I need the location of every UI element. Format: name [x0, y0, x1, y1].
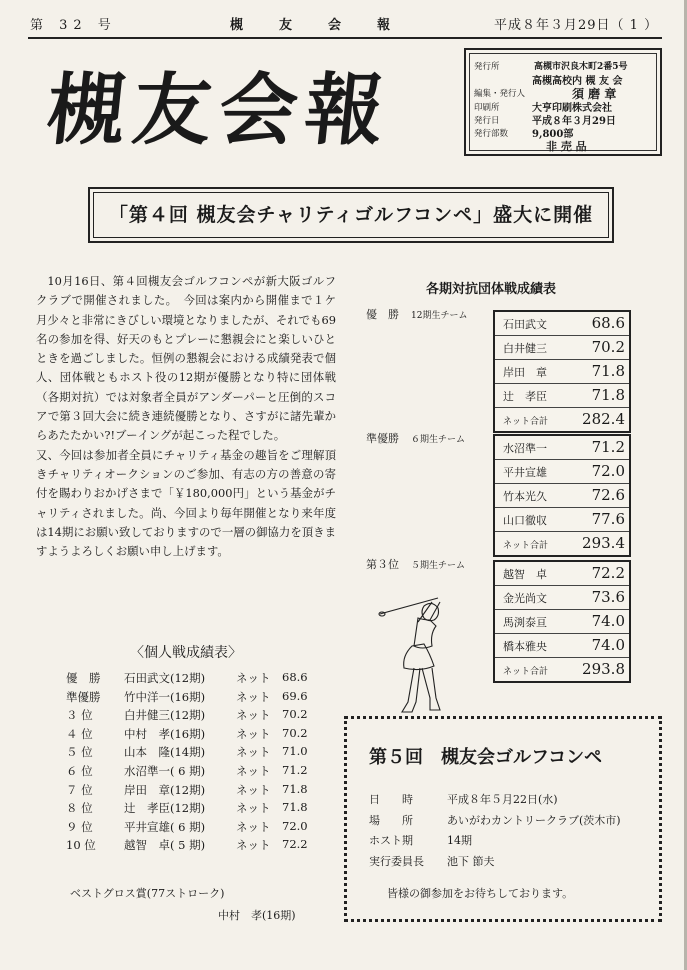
next-key: 場 所 [369, 814, 413, 827]
net-total: 293.8 [582, 660, 625, 678]
individual-name: 辻 孝臣(12期) [124, 801, 206, 816]
team-member-row [495, 436, 629, 460]
member-score: 72.0 [591, 462, 625, 480]
page-header [0, 10, 687, 34]
info-value: 須 磨 章 [572, 87, 617, 101]
team-table [493, 560, 631, 683]
individual-net: ネット [236, 782, 271, 797]
member-score: 72.6 [591, 486, 625, 504]
next-value: 池下 節夫 [447, 855, 495, 868]
info-value: 非 売 品 [546, 140, 587, 153]
issue-number: 第 32 号 [30, 18, 117, 33]
team-member-row [495, 312, 629, 336]
individual-rank: ８ 位 [66, 801, 93, 816]
member-score: 71.2 [591, 438, 625, 456]
team-place: 優 勝 [366, 308, 399, 321]
individual-rank: 10 位 [66, 838, 96, 853]
individual-rank: ９ 位 [66, 819, 93, 834]
member-score: 74.0 [591, 636, 625, 654]
team-member-row [495, 384, 629, 408]
individual-rank: ６ 位 [66, 764, 93, 778]
team-name: ６期生チーム [411, 435, 466, 445]
net-total: 293.4 [582, 534, 625, 552]
member-name: 水沼準一 [503, 442, 547, 455]
article-body [36, 272, 336, 561]
team-member-row [495, 610, 629, 634]
member-score: 71.8 [591, 362, 625, 380]
info-value: 大亨印刷株式会社 [532, 103, 612, 114]
team-member-row [495, 336, 629, 360]
info-value: 9,800部 [532, 129, 574, 140]
individual-rank: 優 勝 [66, 671, 101, 685]
individual-name: 岸田 章(12期) [124, 782, 206, 797]
member-name: 石田武文 [503, 318, 547, 331]
info-label: 発行部数 [474, 129, 509, 139]
headline: 「第４回 槻友会チャリティゴルフコンペ」盛大に開催 [108, 204, 594, 226]
individual-score: 68.6 [282, 670, 308, 684]
article-paragraph: 又、今回は参加者全員にチャリティ基金の趣旨をご理解頂きチャリティオークションのご参加、有志の方の善意の寄付を賜わりおかげさまで「￥180,000円」という基金がチャリティされました。尚、今回より毎年開催となり来年度は14期にお願い致しておりますので一層の御協力を頂きますようよろしくお願い申し上げます。 [36, 447, 336, 559]
info-label: 印刷所 [474, 103, 500, 113]
next-value: あいがわカントリークラブ(茨木市) [447, 814, 621, 827]
individual-name: 平井宣雄( 6 期) [124, 819, 206, 834]
team-member-row [495, 484, 629, 508]
team-name: 12期生チーム [411, 311, 468, 321]
team-table [493, 310, 631, 433]
individual-name: 竹中洋一(16期) [124, 689, 206, 704]
individual-name: 水沼準一( 6 期) [124, 764, 206, 778]
member-name: 橋本雅央 [503, 640, 547, 653]
team-member-row [495, 508, 629, 532]
individual-net: ネット [236, 764, 271, 778]
member-name: 竹本光久 [503, 490, 547, 503]
paper-name: 槻友会報 [230, 18, 427, 33]
individual-rank: ３ 位 [66, 708, 93, 723]
next-footer: 皆様の御参加をお待ちしております。 [387, 887, 574, 900]
info-value: 高槻市沢良木町2番5号 [534, 62, 628, 72]
team-total-row [495, 532, 629, 555]
team-place-label [366, 430, 465, 446]
net-total-label: ネット合計 [503, 541, 549, 551]
team-member-row [495, 586, 629, 610]
individual-net: ネット [236, 838, 271, 853]
next-competition-box [344, 716, 662, 922]
next-key: 日 時 [369, 793, 413, 806]
team-results-title: 各期対抗団体戦成績表 [426, 282, 557, 297]
member-name: 辻 孝臣 [503, 390, 547, 403]
info-label: 発行日 [474, 116, 500, 126]
member-score: 70.2 [591, 338, 625, 356]
best-gross-label: ベストグロス賞(77ストローク) [70, 887, 225, 900]
masthead-title: 槻友会報 [42, 65, 397, 156]
info-label: 編集・発行人 [474, 89, 526, 99]
individual-rank: ４ 位 [66, 726, 93, 741]
individual-net: ネット [236, 689, 271, 704]
individual-net: ネット [236, 745, 271, 760]
info-value: 高槻高校内 槻 友 会 [532, 76, 623, 87]
publisher-info-box [464, 48, 662, 156]
golfer-illustration-icon [378, 592, 458, 722]
info-value: 平成８年３月29日 [532, 116, 616, 127]
individual-name: 山本 隆(14期) [124, 745, 206, 760]
net-total: 282.4 [582, 410, 625, 428]
individual-net: ネット [236, 708, 271, 723]
member-name: 山口徹収 [503, 514, 547, 527]
individual-net: ネット [236, 819, 271, 834]
member-score: 74.0 [591, 612, 625, 630]
team-table [493, 434, 631, 557]
member-name: 岸田 章 [503, 366, 547, 379]
next-value: 14期 [447, 834, 472, 847]
team-total-row [495, 658, 629, 681]
individual-score: 69.6 [282, 688, 308, 703]
team-member-row [495, 460, 629, 484]
individual-score: 71.2 [282, 763, 308, 777]
next-key: ホスト期 [369, 834, 413, 847]
individual-name: 中村 孝(16期) [124, 726, 206, 741]
next-value: 平成８年５月22日(水) [447, 793, 558, 806]
header-rule [28, 37, 662, 39]
individual-net: ネット [236, 801, 271, 816]
individual-score: 70.2 [282, 707, 308, 722]
member-name: 白井健三 [503, 342, 547, 355]
next-key: 実行委員長 [369, 855, 424, 868]
net-total-label: ネット合計 [503, 667, 549, 677]
best-gross-name: 中村 孝(16期) [218, 909, 296, 922]
article-paragraph: 10月16日、第４回槻友会ゴルフコンペが新大阪ゴルフクラブで開催されました。 今回は案内から開催まで１ケ月少々と非常にきびしい環境となりましたが、それでも69名の参加を得、好天のもとプレーに懇親会にと楽しいひとときを過ごしました。恒例の懇親会における成績発表で個人、団体戦ともホスト役の12期が優勝となり特に団体戦（各期対抗）では対象者全員がアンダーパーと圧倒的スコアで第３回大会に続き連続優勝となり、さすがに諸先輩からあたたかい?!ブーイングが起こった程でした。 [36, 274, 336, 443]
individual-net: ネット [236, 726, 271, 741]
team-place: 準優勝 [366, 432, 399, 445]
individual-name: 石田武文(12期) [124, 671, 206, 685]
individual-rank: ７ 位 [66, 782, 93, 797]
individual-name: 白井健三(12期) [124, 708, 206, 723]
individual-score: 70.2 [282, 725, 308, 740]
net-total-label: ネット合計 [503, 417, 549, 427]
individual-score: 71.8 [282, 800, 308, 815]
member-score: 68.6 [591, 314, 625, 332]
individual-score: 72.2 [282, 837, 308, 852]
member-score: 77.6 [591, 510, 625, 528]
member-name: 金光尚文 [503, 592, 547, 605]
team-name: ５期生チーム [411, 561, 466, 571]
team-member-row [495, 562, 629, 586]
team-place-label [366, 306, 467, 322]
individual-rank: ５ 位 [66, 745, 93, 760]
team-member-row [495, 634, 629, 658]
individual-score: 71.8 [282, 781, 308, 796]
team-total-row [495, 408, 629, 431]
info-label: 発行所 [474, 62, 500, 72]
team-member-row [495, 360, 629, 384]
team-place-label [366, 556, 465, 572]
individual-name: 越智 卓( 5 期) [124, 838, 206, 853]
individual-net: ネット [236, 671, 271, 685]
member-score: 72.2 [591, 564, 625, 582]
issue-date: 平成８年３月29日（ 1 ） [494, 18, 659, 33]
member-name: 平井宣雄 [503, 466, 547, 479]
individual-score: 71.0 [282, 744, 308, 759]
member-name: 越智 卓 [503, 568, 547, 581]
individual-score: 72.0 [282, 818, 308, 833]
individual-results-title: 〈個人戦成績表〉 [130, 645, 242, 661]
member-name: 馬渕泰亘 [503, 616, 547, 629]
member-score: 73.6 [591, 588, 625, 606]
team-place: 第３位 [366, 558, 399, 571]
next-competition-title: 第５回 槻友会ゴルフコンペ [369, 747, 603, 768]
individual-rank: 準優勝 [66, 689, 101, 704]
headline-box [88, 187, 614, 243]
member-score: 71.8 [591, 386, 625, 404]
